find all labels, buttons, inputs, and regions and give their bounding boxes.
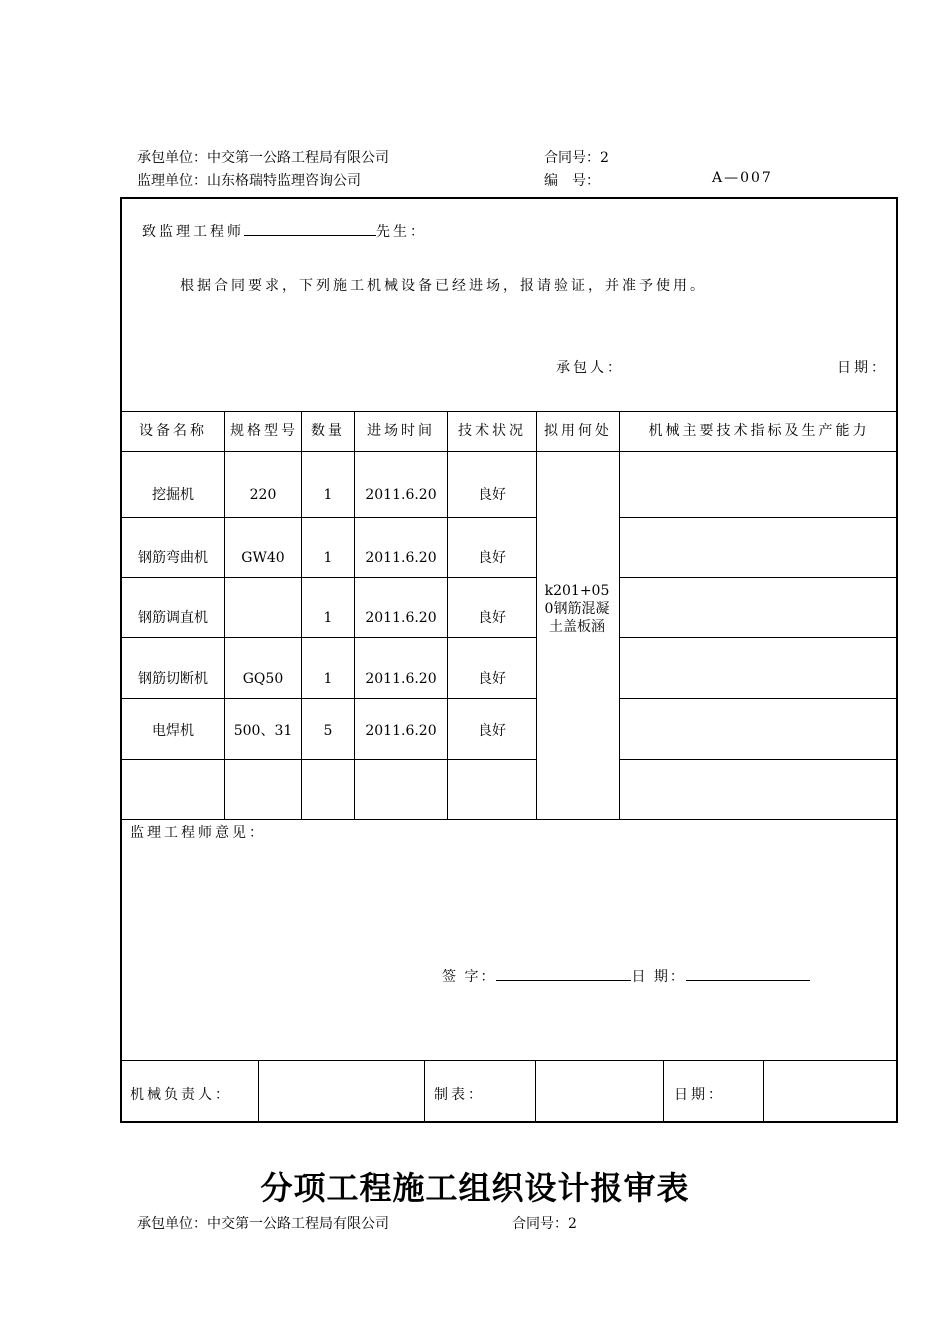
table-row-status — [448, 760, 536, 819]
col-header-name: 设备名称 — [139, 423, 207, 439]
footer-divider — [535, 1060, 536, 1123]
column-divider — [619, 411, 620, 819]
table-row-date: 2011.6.20 — [365, 670, 437, 687]
col-header-qty: 数量 — [311, 423, 345, 439]
table-row-date: 2011.6.20 — [365, 609, 437, 626]
col-header-date: 进场时间 — [367, 423, 435, 439]
row-divider — [619, 759, 898, 760]
next-contract-number: 合同号：2 — [512, 1216, 577, 1232]
table-row-model: 220 — [249, 486, 277, 503]
col-header-specs: 机械主要技术指标及生产能力 — [648, 423, 870, 439]
table-row-qty: 1 — [323, 670, 333, 687]
footer-date-label: 日期： — [674, 1087, 725, 1103]
opinion-date-label: 日 期： — [631, 969, 686, 985]
signature-blank[interactable] — [496, 968, 631, 981]
footer-divider — [258, 1060, 259, 1123]
column-divider — [536, 411, 537, 819]
contractor-unit: 承包单位：中交第一公路工程局有限公司 — [137, 150, 389, 166]
table-row-name: 钢筋切断机 — [138, 670, 208, 687]
footer-divider — [763, 1060, 764, 1123]
opinion-date-blank[interactable] — [686, 968, 810, 981]
opinion-label: 监理工程师意见： — [130, 825, 266, 841]
footer-top-border — [122, 1060, 898, 1061]
table-row-status: 良好 — [478, 549, 506, 566]
header-bottom-border — [122, 451, 898, 452]
table-row-qty — [302, 760, 354, 819]
table-row-date: 2011.6.20 — [365, 549, 437, 566]
serial-value: A—007 — [712, 170, 773, 186]
request-text: 根据合同要求，下列施工机械设备已经进场，报请验证，并准予使用。 — [180, 278, 707, 294]
sir-label: 先生： — [376, 224, 427, 240]
table-row-qty: 5 — [323, 722, 333, 739]
table-row-date — [355, 760, 447, 819]
signature-line — [442, 966, 810, 986]
equipment-form — [120, 197, 898, 1123]
made-by-label: 制表： — [434, 1087, 485, 1103]
addressee-line — [142, 221, 427, 241]
next-contractor-unit: 承包单位：中交第一公路工程局有限公司 — [137, 1216, 389, 1232]
location-cell: k201+050钢筋混凝土盖板涵 — [544, 583, 610, 635]
table-row-name: 挖掘机 — [152, 486, 194, 503]
footer-divider — [663, 1060, 664, 1123]
table-row-status: 良好 — [478, 486, 506, 503]
engineer-name-blank[interactable] — [244, 223, 376, 236]
table-row-date: 2011.6.20 — [365, 722, 437, 739]
table-row-model: GW40 — [241, 549, 285, 566]
table-bottom-border — [122, 819, 898, 820]
row-divider — [619, 517, 898, 518]
table-row-model — [225, 588, 301, 648]
col-header-location: 拟用何处 — [544, 423, 612, 439]
sign-label: 签 字： — [442, 969, 497, 985]
table-row-qty: 1 — [323, 549, 333, 566]
table-row-model: 500、31 — [233, 722, 293, 739]
letter-date-label: 日期： — [837, 360, 888, 376]
table-row-name: 钢筋调直机 — [138, 609, 208, 626]
row-divider — [619, 577, 898, 578]
table-row-qty: 1 — [323, 486, 333, 503]
row-divider — [619, 637, 898, 638]
table-row-model — [225, 760, 301, 819]
supervisor-unit: 监理单位：山东格瑞特监理咨询公司 — [137, 173, 361, 189]
contract-number: 合同号：2 — [544, 150, 609, 166]
table-row-name: 电焊机 — [152, 722, 194, 739]
table-row-name — [122, 760, 224, 819]
next-form-title: 分项工程施工组织设计报审表 — [260, 1169, 690, 1207]
table-row-status: 良好 — [478, 670, 506, 687]
row-divider — [619, 698, 898, 699]
table-row-model: GQ50 — [242, 670, 284, 687]
addressee-label: 致监理工程师 — [142, 224, 244, 240]
table-row-status: 良好 — [478, 722, 506, 739]
table-row-qty: 1 — [323, 609, 333, 626]
col-header-model: 规格型号 — [230, 423, 298, 439]
contractor-sign-label: 承包人： — [556, 360, 624, 376]
footer-divider — [424, 1060, 425, 1123]
machine-manager-label: 机械负责人： — [130, 1087, 232, 1103]
table-row-status: 良好 — [478, 609, 506, 626]
serial-label: 编 号： — [544, 173, 600, 189]
table-row-date: 2011.6.20 — [365, 486, 437, 503]
table-row-name: 钢筋弯曲机 — [138, 549, 208, 566]
col-header-status: 技术状况 — [458, 423, 526, 439]
